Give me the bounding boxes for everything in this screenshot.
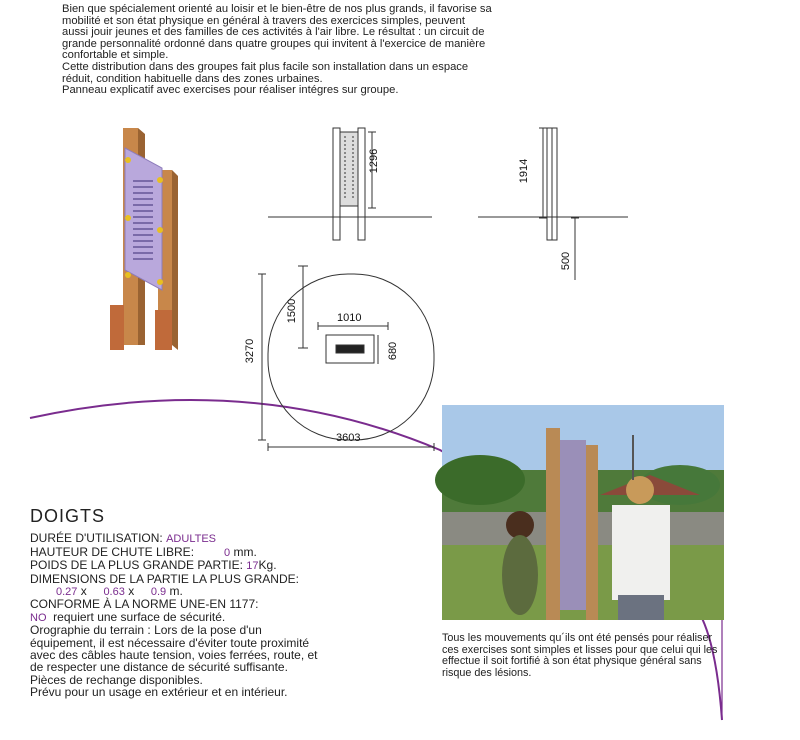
fall-label: HAUTEUR DE CHUTE LIBRE: — [30, 544, 195, 559]
dim-value-2: 0.63 — [103, 586, 125, 599]
dim-value-1: 0.27 — [56, 586, 78, 599]
weight-row — [30, 559, 430, 572]
weight-value: 17 — [246, 560, 259, 573]
norm-value: NO — [30, 611, 47, 624]
dim-depth: 500 — [560, 251, 573, 271]
product-title: DOIGTS — [30, 506, 106, 526]
photo-caption: Tous les mouvements qu´ils ont été pensés pour réaliser ces exercises sont simples et lisses pour que celui qui les effectue il soit fortifié à son état physique général sans risque des lésions. — [442, 632, 718, 679]
plan-view — [258, 266, 434, 451]
dim-sep-1: x — [80, 584, 87, 599]
terrain-line-4: de respecter une distance de sécurité suffisante. — [30, 660, 288, 675]
fall-unit: mm. — [233, 544, 257, 559]
dim-value-3: 0.9 — [150, 586, 167, 599]
dim-front-height: 1296 — [368, 148, 381, 174]
fall-row — [30, 546, 430, 559]
dim-zone-height: 3270 — [244, 338, 257, 364]
spare-parts-text: Pièces de rechange disponibles. — [30, 672, 203, 687]
dims-label: DIMENSIONS DE LA PARTIE LA PLUS GRANDE: — [30, 571, 299, 586]
weight-label: POIDS DE LA PLUS GRANDE PARTIE: — [30, 558, 243, 573]
terrain-line-3: avec des câbles haute tension, voies ferrées, route, et — [30, 648, 318, 663]
usage-label: DURÉE D'UTILISATION: — [30, 531, 163, 546]
side-elevation — [478, 128, 628, 280]
intro-paragraph-3: Panneau explicatif avec exercises pour réaliser intégres sur groupe. — [62, 84, 399, 97]
dim-zone-width: 3603 — [336, 432, 361, 444]
intro-paragraph-1: Bien que spécialement orienté au loisir et le bien-être de nos plus grands, il favorise sa mobilité et son état physique en général à travers des exercices simples, peuvent aussi jouir jeunes et des familles de ces activités à l'air libre. Le résultat : un circuit de grande personnalité ordonné dans quatre groupes qui invitent à l'exercice de manière confortable et simple. — [62, 3, 492, 62]
equipment-render — [110, 128, 178, 350]
dim-equip-depth: 680 — [387, 341, 400, 361]
intro-paragraph-2: Cette distribution dans des groupes fait plus facile son installation dans un espace réduit, condition habituelle dans des zones urbaines. — [62, 60, 469, 85]
specifications — [30, 506, 430, 700]
usage-value: ADULTES — [166, 533, 217, 546]
dim-sep-2: x — [128, 584, 135, 599]
usage-environment-text: Prévu pour un usage en extérieur et en intérieur. — [30, 685, 288, 700]
dim-equip-width: 1010 — [337, 312, 362, 324]
dim-unit: m. — [169, 584, 183, 599]
norm-text: requiert une surface de sécurité. — [53, 609, 226, 624]
terrain-line-2: équipement, il est nécessaire d'éviter toute proximité — [30, 635, 310, 650]
norm-value-row — [30, 611, 430, 624]
weight-unit: Kg. — [258, 558, 277, 573]
dim-zone-depth: 1500 — [286, 298, 299, 324]
front-elevation — [268, 128, 432, 240]
dim-side-height: 1914 — [518, 158, 531, 184]
terrain-line-1: Orographie du terrain : Lors de la pose d'un — [30, 623, 262, 638]
norm-label: CONFORME À LA NORME UNE-EN 1177: — [30, 597, 259, 612]
usage-row — [30, 532, 430, 545]
fall-value: 0 — [224, 546, 231, 559]
usage-photo — [435, 405, 724, 620]
